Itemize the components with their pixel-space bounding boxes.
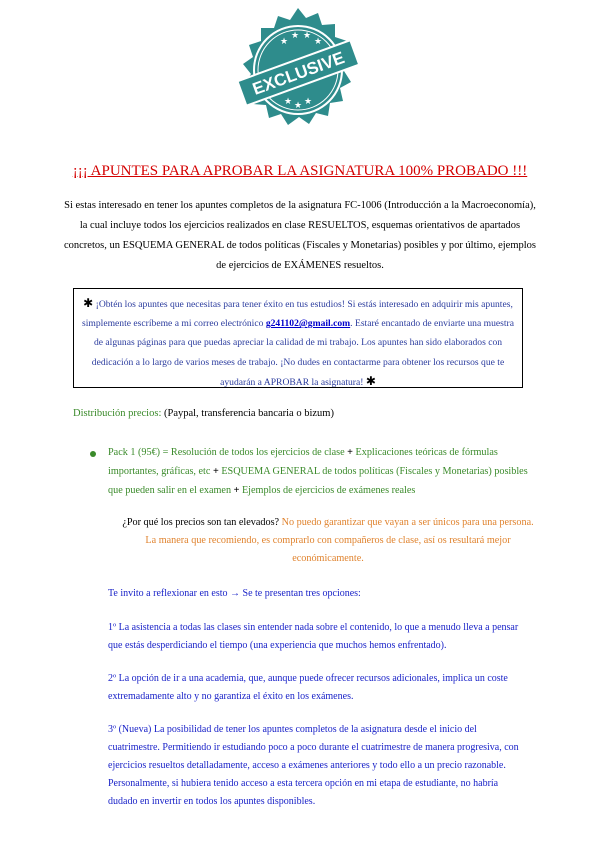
page-title: ¡¡¡ APUNTES PARA APROBAR LA ASIGNATURA 100% PROBADO !!! — [72, 163, 528, 179]
svg-text:★: ★ — [291, 30, 300, 40]
plus-sign: + — [212, 466, 219, 477]
price-question: ¿Por qué los precios son tan elevados? — [122, 517, 280, 528]
email-link[interactable]: g241102@gmail.com — [265, 318, 351, 330]
exclusive-seal — [228, 4, 368, 144]
svg-text:★: ★ — [314, 36, 323, 46]
pack-part4: Ejemplos de ejercicios de exámenes reales — [241, 485, 416, 496]
plus-sign: + — [347, 447, 353, 458]
pack-part3: ESQUEMA GENERAL de todos políticas (Fiscales y Monetarias) posibles que pueden salir en el examen — [108, 466, 528, 496]
bullet-icon — [90, 451, 96, 457]
pack-part2: Explicaciones teóricas de fórmulas importantes, gráficas, etc — [108, 447, 498, 477]
svg-text:★: ★ — [284, 96, 293, 106]
option-1: 1º La asistencia a todas las clases sin entender nada sobre el contenido, lo que a menudo lleva a pensar que estás desperdiciando el tiempo (una experiencia que muchos hemos enfrentado). — [108, 622, 519, 651]
distribution-label: Distribución precios: — [73, 408, 162, 419]
asterisk-icon-end: ✱ — [365, 373, 376, 388]
distribution-line — [73, 408, 334, 419]
seal-text: EXCLUSIVE — [249, 48, 348, 99]
contact-text-after: . Estaré encantado de enviarte una muestra de algunas páginas para que puedas apreciar la calidad de mi trabajo. Los apuntes han sido elaborados con dedicación a lo largo de varios meses de trabajo. ¡No dudes en contactarme para obtener los recursos que te ayudarán a APROBAR la asignatura! — [91, 318, 514, 388]
option-3: 3º (Nueva) La posibilidad de tener los apuntes completos de la asignatura desde el inicio del cuatrimestre. Permitiendo ir estudiando poco a poco durante el cuatrimestre de manera progresiva, con ejercicios resueltos detalladamente, acceso a exámenes anteriores y todo ello a un precio razonable. Personalmente, si hubiera tenido acceso a esta tercera opción en mi etapa de estudiante, no habría dudado en invertir en todos los apuntes disponibles. — [108, 724, 519, 807]
asterisk-icon: ✱ — [83, 296, 94, 310]
svg-text:★: ★ — [294, 100, 303, 110]
pack-part1: Pack 1 (95€) = Resolución de todos los ejercicios de clase — [108, 447, 345, 458]
intro-paragraph: Si estas interesado en tener los apuntes completos de la asignatura FC-1006 (Introducción a la Macroeconomía), la cual incluye todos los ejercicios realizados en clase RESUELTOS, esquemas orientativos de apartados concretos, un ESQUEMA GENERAL de todos políticas (Fiscales y Monetarias) posibles y por último, ejemplos de ejercicios de EXÁMENES resueltos. — [63, 200, 537, 271]
contact-text-before: ¡Obtén los apuntes que necesitas para tener éxito en tus estudios! Si estás interesado en adquirir mis apuntes, simplemente escríbeme a mi correo electrónico — [82, 299, 513, 330]
distribution-value: (Paypal, transferencia bancaria o bizum) — [163, 408, 334, 419]
svg-text:★: ★ — [303, 30, 312, 40]
plus-sign: + — [233, 485, 240, 496]
contact-box — [73, 288, 523, 388]
pack-item — [108, 443, 528, 500]
svg-text:★: ★ — [280, 36, 289, 46]
price-explanation — [118, 514, 538, 568]
price-answer: No puedo garantizar que vayan a ser únicos para una persona. La manera que recomiendo, es comprarlo con compañeros de clase, así os resultará mejor económicamente. — [145, 517, 534, 564]
reflect-line: Te invito a reflexionar en esto → Se te presentan tres opciones: — [108, 588, 361, 599]
option-2: 2º La opción de ir a una academia, que, aunque puede ofrecer recursos adicionales, implica un coste extremadamente alto y no garantiza el éxito en los exámenes. — [108, 673, 508, 702]
svg-text:★: ★ — [304, 96, 313, 106]
